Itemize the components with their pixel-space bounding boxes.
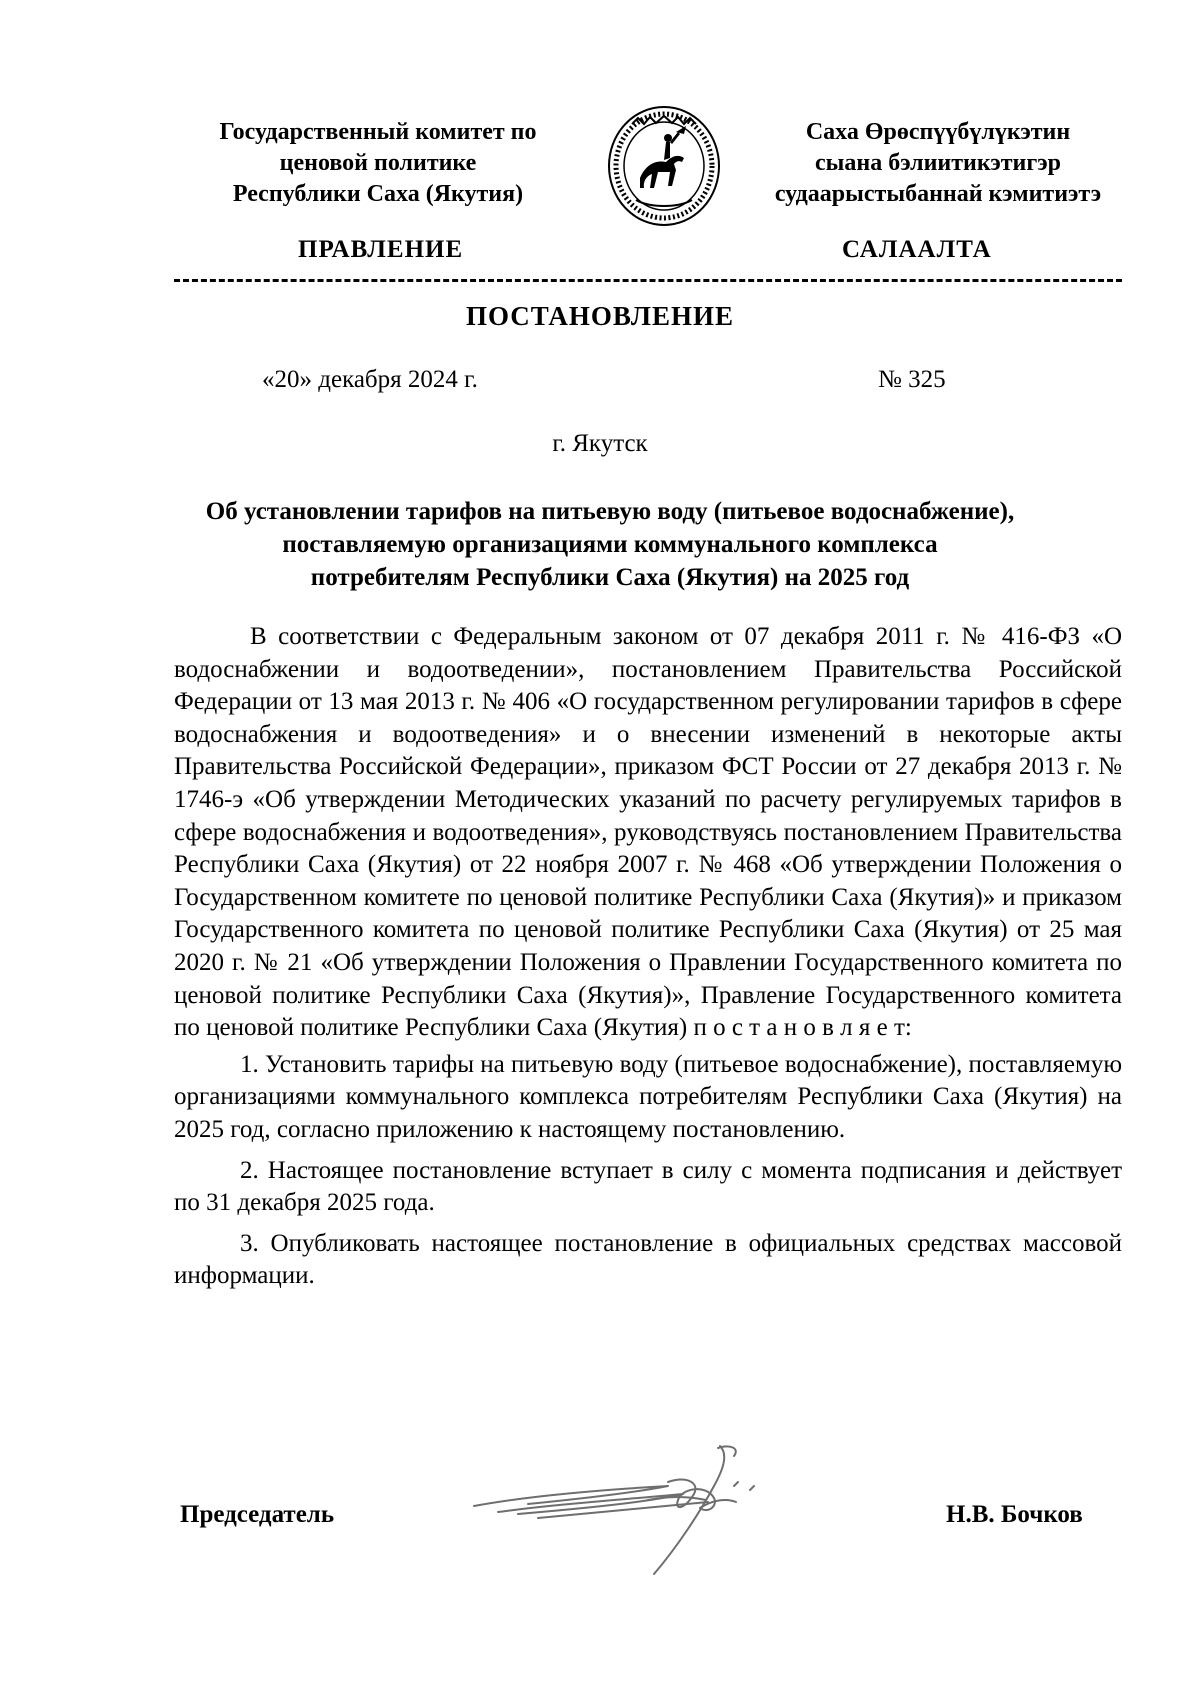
resolution-item: 2. Настоящее постановление вступает в силу с момента подписания и действует по 31 декабря 2025 года. bbox=[174, 1156, 1122, 1217]
preamble-paragraph bbox=[174, 621, 1122, 1045]
committee-name-line: сыана бэлиитикэтигэр bbox=[814, 150, 1061, 176]
document-date: «20» декабря 2024 г. bbox=[262, 366, 478, 393]
document-body bbox=[174, 621, 1122, 1293]
resolution-item: 1. Установить тарифы на питьевую воду (питьевое водоснабжение), поставляемую организациями коммунального комплекса потребителям Республики Саха (Якутия) на 2025 год, согласно приложению к настоящему постановлению. bbox=[174, 1050, 1122, 1143]
handwritten-signature-icon bbox=[468, 1442, 788, 1577]
document-number: № 325 bbox=[878, 366, 946, 393]
committee-name-russian bbox=[168, 117, 588, 210]
committee-name-line: Саха Өрөспүүбүлүкэтин bbox=[805, 119, 1071, 145]
resolution-item: 3. Опубликовать настоящее постановление в официальных средствах массовой информации. bbox=[174, 1229, 1122, 1290]
committee-name-sakha bbox=[738, 117, 1138, 210]
header-divider bbox=[174, 279, 1122, 282]
signatory-name: Н.В. Бочков bbox=[946, 1501, 1083, 1528]
board-label-russian: ПРАВЛЕНИЕ bbox=[298, 236, 464, 263]
subject-line: поставляемую организациями коммунального комплекса bbox=[282, 531, 938, 558]
subject-line: Об установлении тарифов на питьевую воду (питьевое водоснабжение), bbox=[205, 498, 1015, 525]
subject-line: потребителям Республики Саха (Якутия) на 2025 год bbox=[310, 564, 910, 591]
sakha-republic-emblem-icon bbox=[606, 104, 722, 228]
board-label-sakha: САЛААЛТА bbox=[842, 236, 992, 263]
preamble-text: В соответствии с Федеральным законом от 07 декабря 2011 г. № 416-ФЗ «О водоснабжении и водоотведении», постановлением Правительства Российской Федерации от 13 мая 2013 г. № 406 «О государственном регулировании тарифов в сфере водоснабжения и водоотведения» и о внесении изменений в некоторые акты Правительства Российской Федерации», приказом ФСТ России от 27 декабря 2013 г. № 1746-э «Об утверждении Методических указаний по расчету регулируемых тарифов в сфере водоснабжения и водоотведения», руководствуясь постановлением Правительства Республики Саха (Якутия) от 22 ноября 2007 г. № 468 «Об утверждении Положения о Государственном комитете по ценовой политике Республики Саха (Якутия)» и приказом Государственного комитета по ценовой политике Республики Саха (Якутия) от 25 мая 2020 г. № 21 «Об утверждении Положения о Правлении Государственного комитета по ценовой политике Республики Саха (Якутия)», Правление Государственного комитета по ценовой политике Республики Саха (Якутия) bbox=[174, 623, 1122, 1042]
document-subject bbox=[150, 495, 1070, 594]
document-type-title: ПОСТАНОВЛЕНИЕ bbox=[465, 301, 735, 331]
decree-word: п о с т а н о в л я е т: bbox=[693, 1014, 912, 1042]
committee-name-line: судаарыстыбаннай кэмитиэтэ bbox=[774, 181, 1102, 207]
signatory-title: Председатель bbox=[180, 1501, 335, 1528]
committee-name-line: Республики Саха (Якутия) bbox=[232, 181, 524, 207]
document-city: г. Якутск bbox=[552, 430, 648, 457]
committee-name-line: ценовой политике bbox=[279, 150, 477, 176]
committee-name-line: Государственный комитет по bbox=[219, 119, 537, 145]
